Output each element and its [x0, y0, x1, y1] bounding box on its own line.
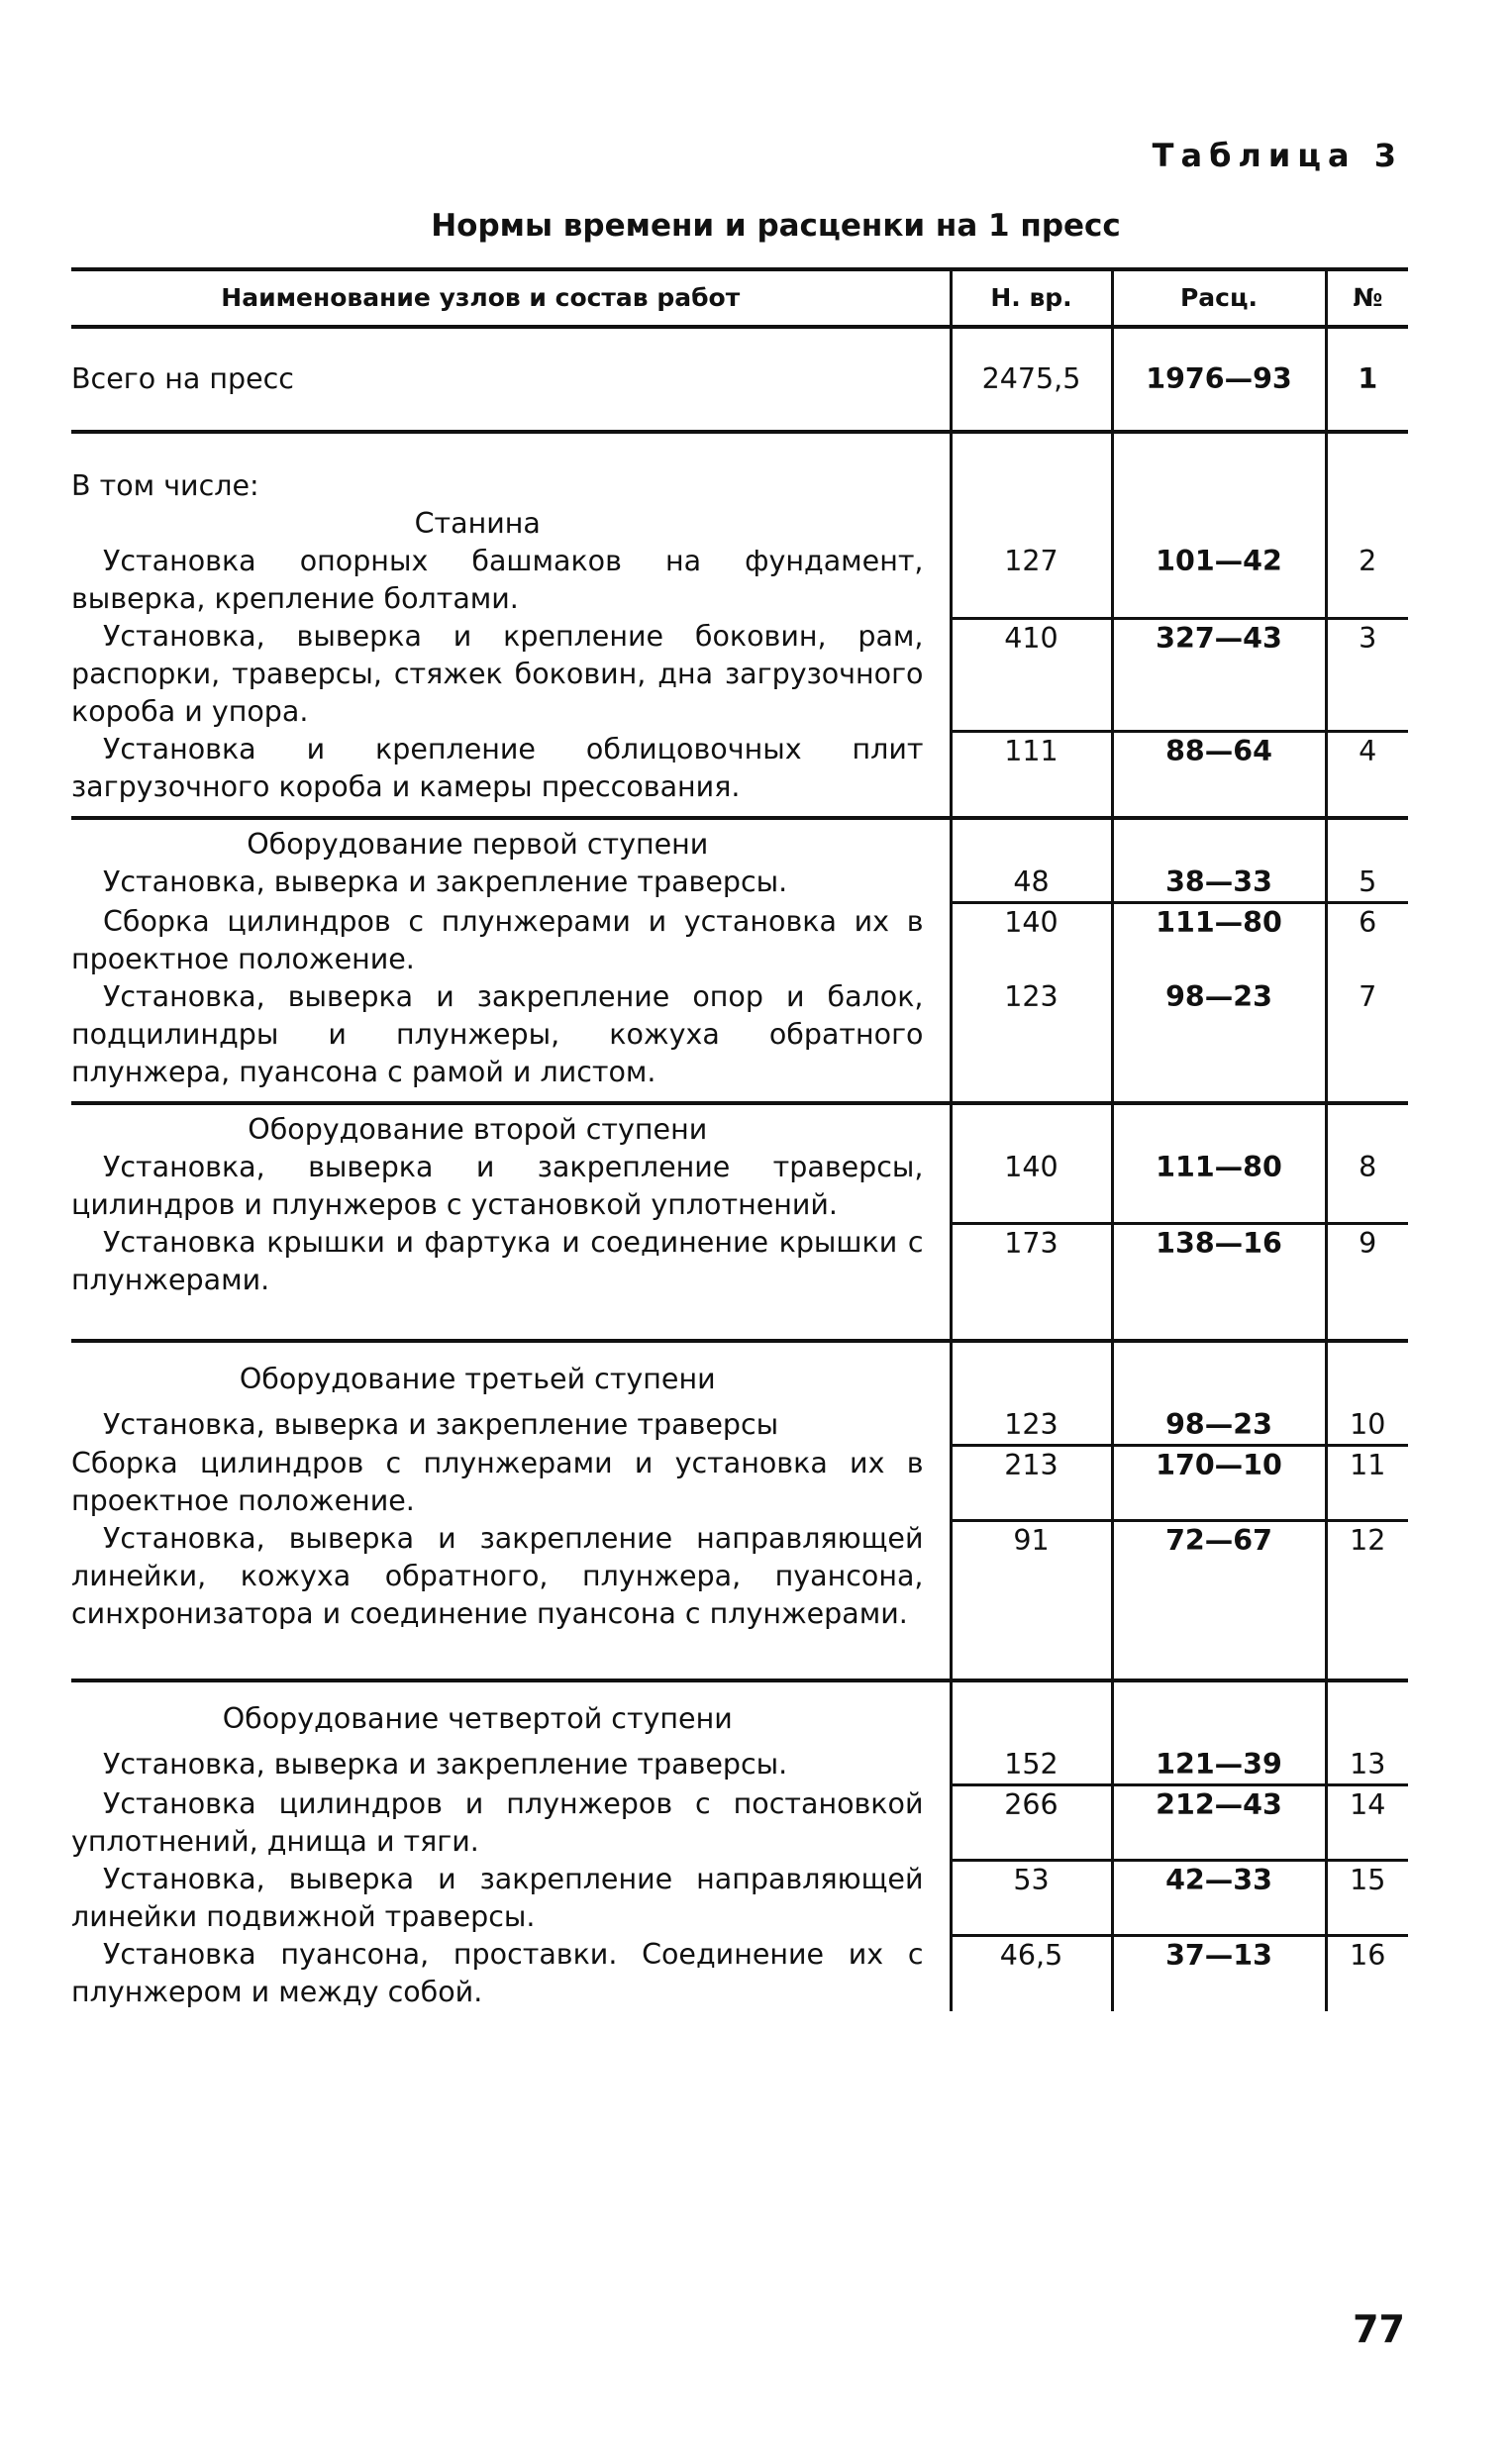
row-norm: 140	[951, 903, 1112, 978]
row-rate: 101—42	[1112, 543, 1326, 618]
table-row	[71, 731, 1408, 818]
row-rate: 111—80	[1112, 903, 1326, 978]
table-row	[71, 1861, 1408, 1936]
row-norm: 213	[951, 1445, 1112, 1520]
row-rate: 138—16	[1112, 1224, 1326, 1341]
row-no: 2	[1326, 543, 1408, 618]
header-rate: Расц.	[1112, 269, 1326, 327]
row-norm: 53	[951, 1861, 1112, 1936]
row-no: 10	[1326, 1406, 1408, 1446]
row-no: 8	[1326, 1149, 1408, 1224]
header-norm: Н. вр.	[951, 269, 1112, 327]
row-name: Сборка цилиндров с плунжерами и установка их в проектное положение.	[71, 904, 924, 975]
row-no: 9	[1326, 1224, 1408, 1341]
section-heading-row	[71, 818, 1408, 864]
table-row	[71, 1406, 1408, 1446]
header-no: №	[1326, 269, 1408, 327]
row-norm: 410	[951, 618, 1112, 731]
row-norm: 173	[951, 1224, 1112, 1341]
row-name: Установка пуансона, проставки. Соединение их с плунжером и между собой.	[71, 1937, 924, 2008]
row-norm: 91	[951, 1520, 1112, 1680]
section-heading-row	[71, 1341, 1408, 1406]
row-rate: 72—67	[1112, 1520, 1326, 1680]
table-title: Нормы времени и расценки на 1 пресс	[431, 208, 1121, 244]
row-name: Сборка цилиндров с плунжерами и установка их в проектное положение.	[71, 1447, 924, 1517]
row-name: Установка, выверка и закрепление траверсы.	[103, 865, 788, 898]
row-name: Установка, выверка и закрепление траверсы, цилиндров и плунжеров с установкой уплотнений.	[71, 1150, 924, 1221]
row-rate: 98—23	[1112, 1406, 1326, 1446]
section-title: Станина	[414, 507, 541, 540]
table-row	[71, 1936, 1408, 2011]
norms-table	[71, 267, 1408, 2011]
row-no: 7	[1326, 978, 1408, 1103]
section-heading-row	[71, 1680, 1408, 1746]
total-norm: 2475,5	[951, 327, 1112, 432]
section-title: Оборудование четвертой ступени	[222, 1702, 733, 1735]
row-name: Установка крышки и фартука и соединение крышки с плунжерами.	[71, 1225, 924, 1296]
row-name: Установка, выверка и крепление боковин, рам, распорки, траверсы, стяжек боковин, дна загрузочного короба и упора.	[71, 620, 924, 728]
row-norm: 48	[951, 864, 1112, 903]
row-norm: 127	[951, 543, 1112, 618]
table-row	[71, 1746, 1408, 1785]
intro-text: В том числе:	[71, 469, 259, 502]
row-no: 3	[1326, 618, 1408, 731]
row-rate: 170—10	[1112, 1445, 1326, 1520]
row-no: 13	[1326, 1746, 1408, 1785]
table-row	[71, 864, 1408, 903]
row-no: 16	[1326, 1936, 1408, 2011]
row-rate: 38—33	[1112, 864, 1326, 903]
row-norm: 266	[951, 1785, 1112, 1861]
row-rate: 98—23	[1112, 978, 1326, 1103]
row-norm: 152	[951, 1746, 1112, 1785]
section-title: Оборудование второй ступени	[248, 1112, 708, 1146]
row-rate: 88—64	[1112, 731, 1326, 818]
row-name: Установка, выверка и закрепление опор и балок, подцилиндры и плунжеры, кожуха обратного плунжера, пуансона с рамой и листом.	[71, 979, 924, 1088]
row-rate: 111—80	[1112, 1149, 1326, 1224]
header-name: Наименование узлов и состав работ	[71, 269, 951, 327]
row-no: 14	[1326, 1785, 1408, 1861]
row-name: Установка опорных башмаков на фундамент, выверка, крепление болтами.	[71, 545, 924, 615]
section-title: Оборудование третьей ступени	[239, 1362, 716, 1395]
row-norm: 46,5	[951, 1936, 1112, 2011]
row-no: 6	[1326, 903, 1408, 978]
row-no: 15	[1326, 1861, 1408, 1936]
table-row	[71, 903, 1408, 978]
row-norm: 123	[951, 978, 1112, 1103]
row-rate: 212—43	[1112, 1785, 1326, 1861]
section-heading-row	[71, 1103, 1408, 1149]
table-row	[71, 543, 1408, 618]
page-number: 77	[1353, 2307, 1405, 2351]
row-rate: 327—43	[1112, 618, 1326, 731]
total-no: 1	[1326, 327, 1408, 432]
table-row	[71, 1520, 1408, 1680]
table-row	[71, 1149, 1408, 1224]
header-row	[71, 269, 1408, 327]
row-name: Установка цилиндров и плунжеров с постановкой уплотнений, днища и тяги.	[71, 1786, 924, 1858]
row-no: 5	[1326, 864, 1408, 903]
table-row	[71, 1224, 1408, 1341]
row-name: Установка и крепление облицовочных плит загрузочного короба и камеры прессования.	[71, 733, 924, 803]
row-norm: 140	[951, 1149, 1112, 1224]
row-name: Установка, выверка и закрепление направляющей линейки подвижной траверсы.	[71, 1862, 924, 1933]
total-rate: 1976—93	[1112, 327, 1326, 432]
row-rate: 121—39	[1112, 1746, 1326, 1785]
row-name: Установка, выверка и закрепление траверсы	[103, 1407, 779, 1441]
table-row	[71, 978, 1408, 1103]
table-row	[71, 1445, 1408, 1520]
row-no: 12	[1326, 1520, 1408, 1680]
row-name: Установка, выверка и закрепление траверсы.	[103, 1748, 788, 1781]
row-name: Установка, выверка и закрепление направляющей линейки, кожуха обратного, плунжера, пуансона, синхронизатора и соединение пуансона с плунжерами.	[71, 1522, 924, 1630]
total-name: Всего на пресс	[71, 327, 951, 432]
row-rate: 42—33	[1112, 1861, 1326, 1936]
row-norm: 111	[951, 731, 1112, 818]
row-no: 11	[1326, 1445, 1408, 1520]
table-row	[71, 1785, 1408, 1861]
row-no: 4	[1326, 731, 1408, 818]
row-rate: 37—13	[1112, 1936, 1326, 2011]
row-norm: 123	[951, 1406, 1112, 1446]
total-row	[71, 327, 1408, 432]
table-label: Таблица 3	[1152, 137, 1403, 174]
section-heading-row	[71, 432, 1408, 543]
table-row	[71, 618, 1408, 731]
section-title: Оборудование первой ступени	[247, 828, 709, 861]
